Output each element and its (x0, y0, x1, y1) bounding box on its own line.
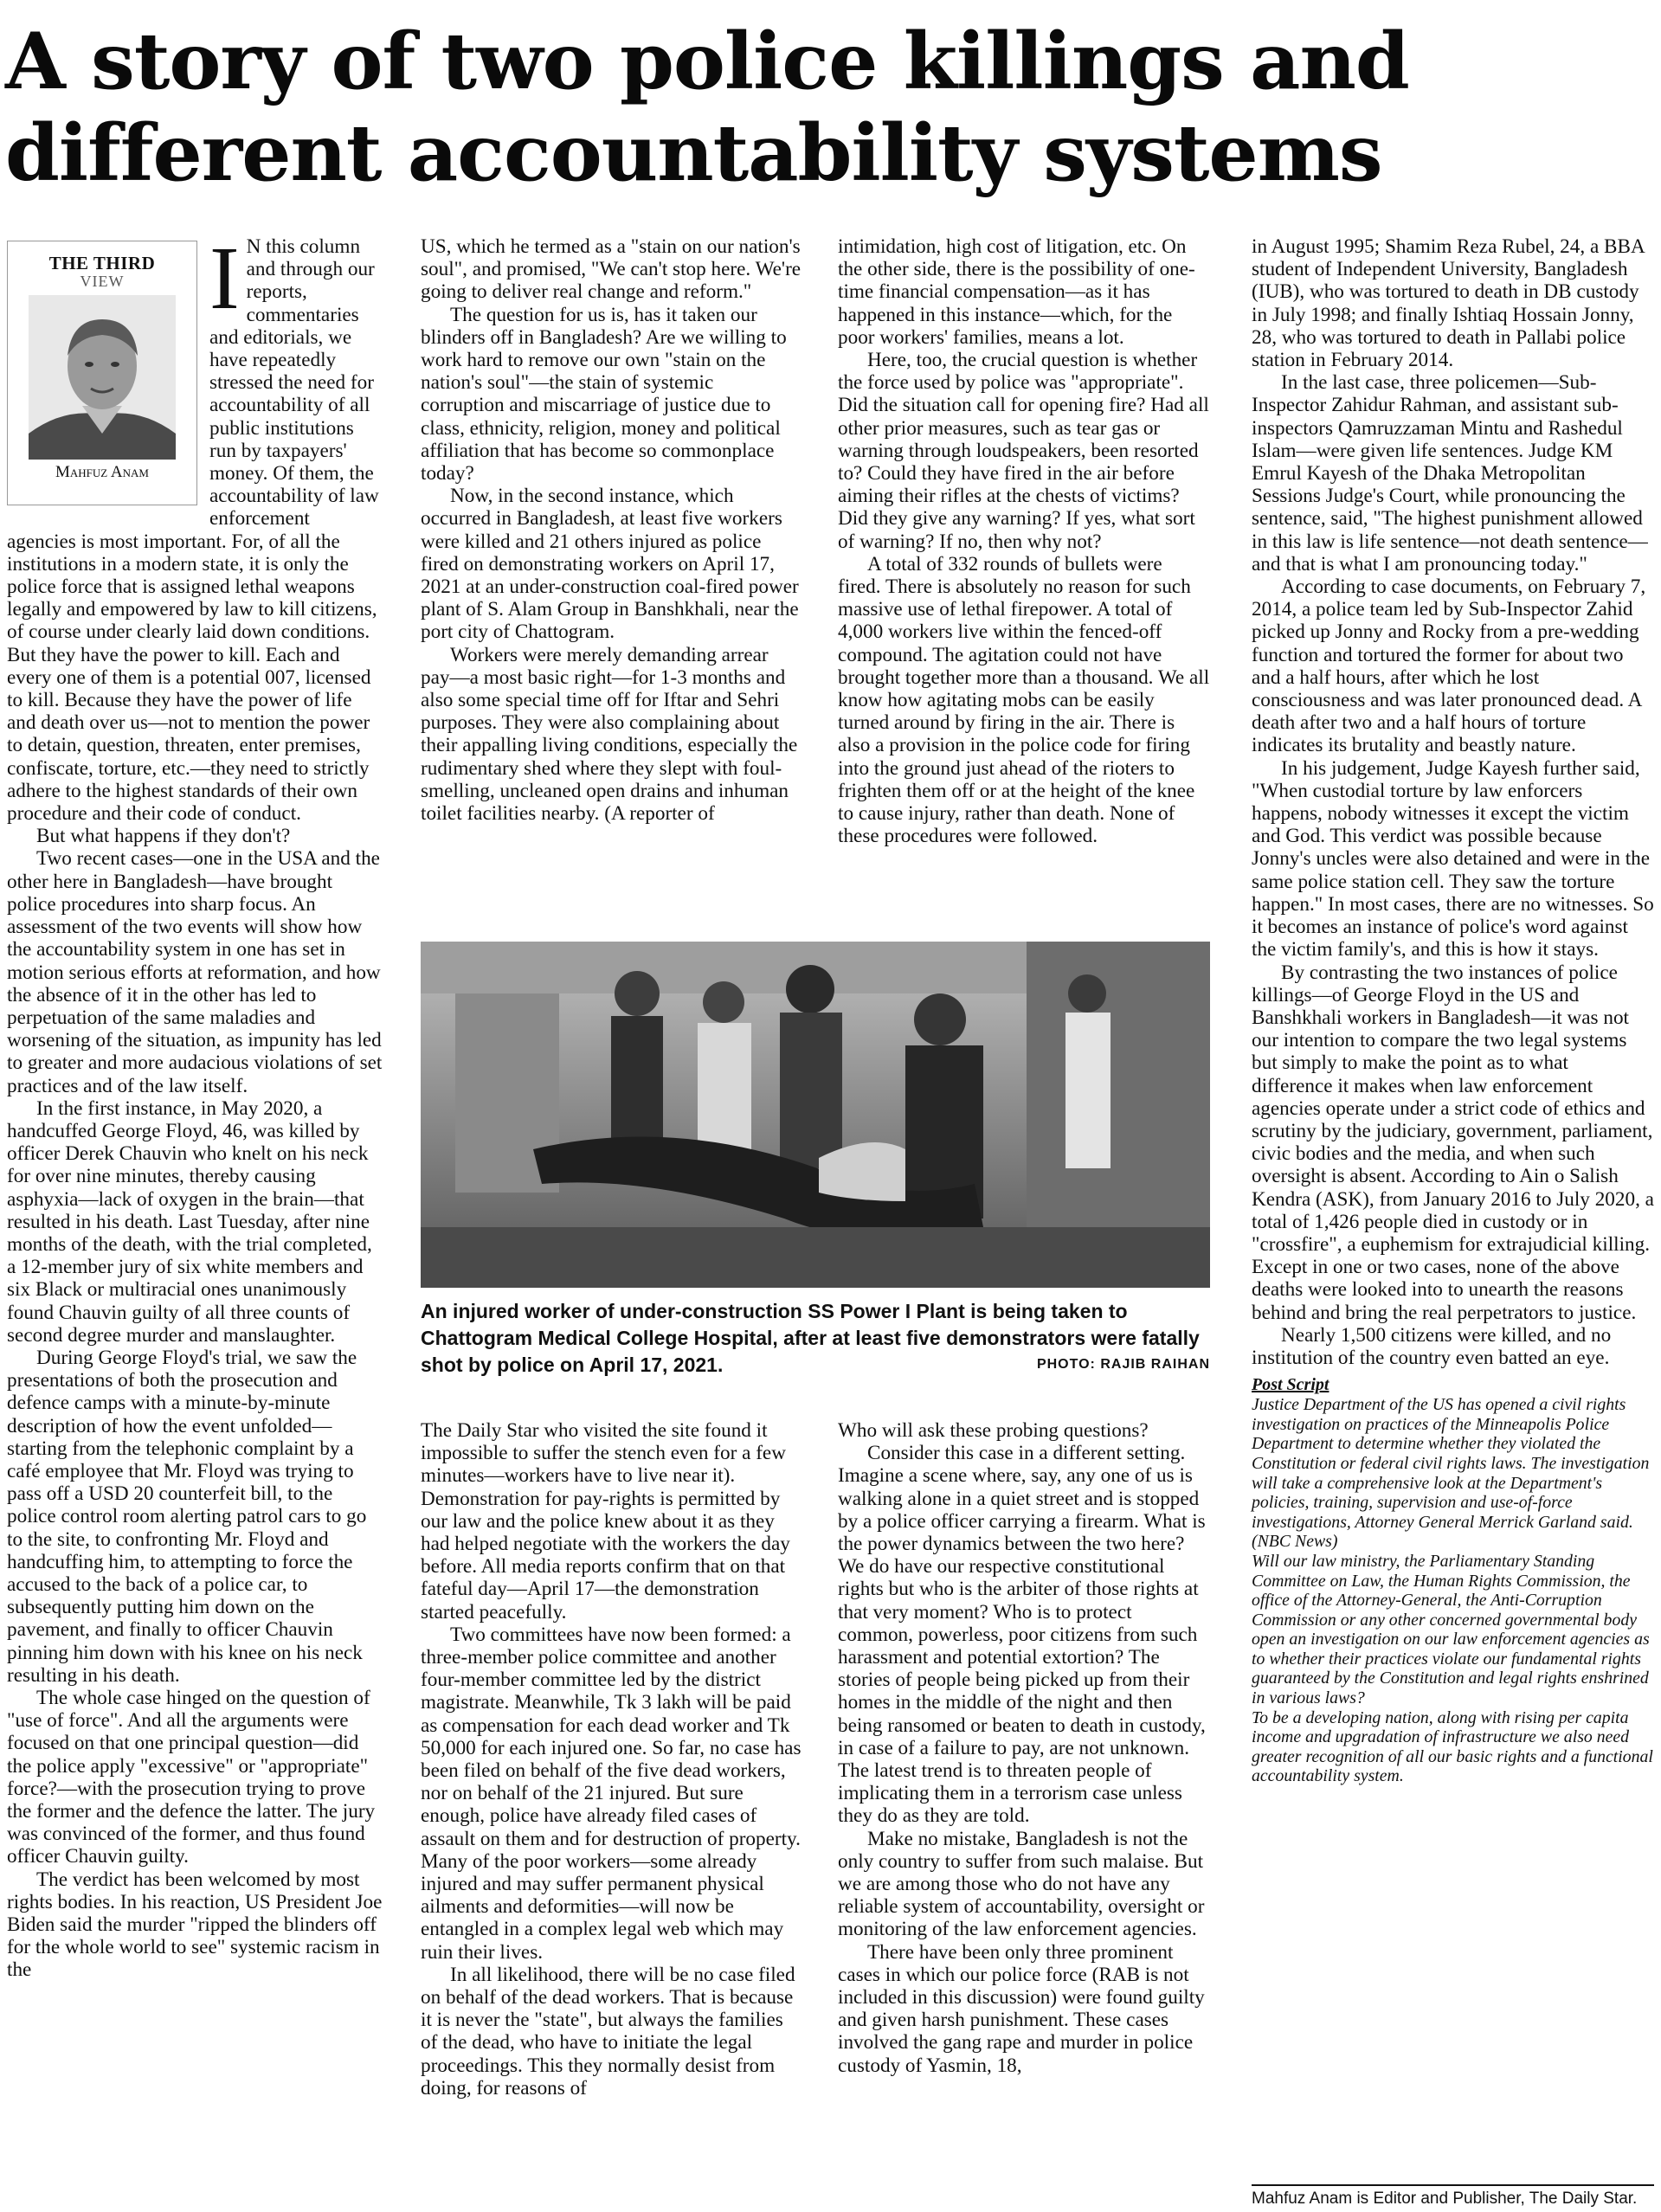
paragraph: During George Floyd's trial, we saw the presentations of both the prosecution and defence camps with a minute-by-minute description of how the event unfolded—starting from the telephonic complaint by a café employee that Mr. Floyd was trying to pass off a USD 20 counterfeit bill, to the police control room alerting patrol cars to go to the site, to confronting Mr. Floyd and handcuffing him, to attempting to force the accused to the back of a police car, to subsequently putting him down on the pavement, and finally to officer Chauvin pinning him down with his knee on his neck resulting in his death. (7, 1346, 367, 1687)
paragraph: In his judgement, Judge Kayesh further said, "When custodial torture by law enforcers happens, nobody witnesses it except the victim and God. This verdict was possible because Jonny's uncles were also detained and were in the same police station cell. They saw the torture happen." In most cases, there are no witnesses. So it becomes an instance of police's word against the victim family's, and this is how it stays. (1252, 756, 1654, 961)
article-column-3 (838, 235, 1210, 928)
paragraph: Workers were merely demanding arrear pay—a most basic right—for 1-3 months and also some special time off for Iftar and Sehri purposes. They were also complaining about their appalling living conditions, especially the rudimentary shed where they slept with foul-smelling, uncleaned open drains and inhuman toilet facilities nearby. (A reporter of (421, 643, 798, 826)
paragraph: N this column and through our reports, commentaries and editorials, we have repeatedly stressed the need for accountability of all public institutions run by taxpayers' money. Of them, the accountability of law enforcement agencies is most important. For, of all the institutions in a modern state, it is only the police force that is assigned lethal weapons legally and empowered by law to kill citizens, of course under clearly laid down conditions. But they have the power to kill. Each and every one of them is a potential 007, licensed to kill. Because they have the power of life and death over us—not to mention the power to detain, question, threaten, enter premises, confiscate, torture, etc.—they need to strictly adhere to the highest standards of their own procedure and their code of conduct. (7, 235, 379, 826)
caption-text: An injured worker of under-construction SS Power I Plant is being taken to Chattogram Medical College Hospital, after at least five demonstrators were fatally shot by police on April 17, 2021. (421, 1300, 1200, 1376)
paragraph: Two committees have now been formed: a three-member police committee and another four-member committee led by the district magistrate. Meanwhile, Tk 3 lakh will be paid as compensation for each dead worker and Tk 50,000 for each injured one. So far, no case has been filed on behalf of the five dead workers, nor on behalf of the 21 injured. But sure enough, police have already filed cases of assault on them and for destruction of property. Many of the poor workers—some already injured and may suffer permanent physical ailments and deformities—will now be entangled in a complex legal web which may ruin their lives. (421, 1623, 802, 1964)
photo-illustration (421, 942, 1210, 1288)
column-header-box (7, 241, 197, 505)
post-script-paragraph: To be a developing nation, along with rising per capita income and upgradation of infrastructure we also need greater recognition of all our basic rights and a functional accountability system. (1252, 1707, 1653, 1786)
paragraph: US, which he termed as a "stain on our nation's soul", and promised, "We can't stop here. We're going to deliver real change and reform." (421, 235, 802, 304)
bio-divider (1252, 2184, 1654, 2186)
paragraph: But what happens if they don't? (36, 825, 291, 848)
paragraph: In the first instance, in May 2020, a handcuffed George Floyd, 46, was killed by officer Derek Chauvin who knelt on his neck for over nine minutes, thereby causing asphyxia—lack of oxygen in the brain—that resulted in his death. Last Tuesday, after nine months of the death, with the trial completed, a 12-member jury of six white members and six Black or multiracial ones unanimously found Chauvin guilty of all three counts of second degree murder and manslaughter. (7, 1096, 372, 1347)
paragraph: In all likelihood, there will be no case filed on behalf of the dead workers. That is because it is never the "state", but always the families of the dead, who have to initiate the legal proceedings. This they normally desist from doing, for reasons of (421, 1963, 795, 2099)
paragraph: In the last case, three policemen—Sub-Inspector Zahidur Rahman, and assistant sub-inspectors Qamruzzaman Mintu and Rashedul Islam—were given life sentences. Judge KM Emrul Kayesh of the Dhaka Metropolitan Sessions Judge's Court, while pronouncing the sentence, said, "The highest punishment allowed in this law is life sentence—not death sentence—and that is what I am pronouncing today." (1252, 371, 1648, 576)
photo-credit: PHOTO: RAJIB RAIHAN (1036, 1357, 1210, 1372)
article-column-4 (1252, 235, 1654, 1786)
column-subtitle: VIEW (80, 273, 125, 290)
paragraph: The whole case hinged on the question of "use of force". And all the arguments were focused on that one principal question—did the police apply "excessive" or "appropriate" force?—with the prosecution trying to prove the former and the defence the latter. The jury was convinced of the former, and thus found officer Chauvin guilty. (7, 1687, 376, 1868)
author-bio: Mahfuz Anam is Editor and Publisher, The Daily Star. (1252, 2189, 1638, 2208)
column-name: THE THIRD (48, 253, 156, 273)
paragraph: Nearly 1,500 citizens were killed, and no institution of the country even batted an eye. (1252, 1323, 1612, 1369)
article-column-2-lower (421, 1419, 802, 2099)
author-name: Mahfuz Anam (55, 463, 149, 481)
post-script-title: Post Script (1252, 1375, 1329, 1395)
paragraph: Who will ask these probing questions? (838, 1419, 1149, 1442)
article-column-3-lower (838, 1419, 1210, 2077)
post-script-paragraph: Justice Department of the US has opened a civil rights investigation on practices of the Minneapolis Police Department to determine whether they violated the Constitution or federal civil rights laws. The investigation will take a comprehensive look at the Department's policies, training, supervision and use-of-force investigations, Attorney General Merrick Garland said. (NBC News) (1252, 1395, 1650, 1552)
paragraph: A total of 332 rounds of bullets were fired. There is absolutely no reason for such massive use of lethal firepower. A total of 4,000 workers live within the fenced-off compound. The agitation could not have brought together more than a thousand. We all know how agitating mobs can be easily turned around by firing in the air. There is also a provision in the police code for firing into the ground just ahead of the rioters to frighten them off or at the height of the knee to cause injury, rather than death. None of these procedures were followed. (838, 552, 1210, 848)
paragraph: The verdict has been welcomed by most rights bodies. In his reaction, US President Joe Biden said the murder "ripped the blinders off for the whole world to see" systemic racism in the (7, 1868, 383, 1982)
paragraph: in August 1995; Shamim Reza Rubel, 24, a BBA student of Independent University, Bangladesh (IUB), who was tortured to death in DB custody in July 1998; and finally Ishtiaq Hossain Jonny, 28, who was tortured to death in Pallabi police station in February 2014. (1252, 235, 1645, 372)
headline: A story of two police killings and different accountability systems (5, 16, 1409, 199)
paragraph: The question for us is, has it taken our blinders off in Bangladesh? Are we willing to work hard to remove our own "stain on the nation's soul"—the stain of systemic corruption and miscarriage of justice due to class, ethnicity, religion, money and political affiliation that has become so commonplace today? (421, 303, 787, 485)
paragraph: Here, too, the crucial question is whether the force used by police was "appropriate". Did the situation call for opening fire? Had all other prior measures, such as tear gas or warning through loudspeakers, been resorted to? Could they have fired in the air before aiming their rifles at the chests of victims? Did they give any warning? If yes, what sort of warning? If no, then why not? (838, 349, 1209, 553)
drop-cap: I (209, 228, 240, 328)
photo-caption (421, 1298, 1210, 1379)
paragraph: There have been only three prominent cases in which our police force (RAB is not included in this discussion) were found guilty and given harsh punishment. These cases involved the gang rape and murder in police custody of Yasmin, 18, (838, 1940, 1205, 2077)
paragraph: Make no mistake, Bangladesh is not the only country to suffer from such malaise. But we are among those who do not have any reliable system of accountability, oversight or monitoring of the law enforcement agencies. (838, 1827, 1205, 1941)
paragraph: According to case documents, on February 7, 2014, a police team led by Sub-Inspector Zahid picked up Jonny and Rocky from a pre-wedding function and tortured the former for about two and a half hours, after which he lost consciousness and was later pronounced dead. A death after two and a half hours of torture indicates its brutality and beastly nature. (1252, 576, 1646, 757)
author-portrait (29, 295, 176, 460)
post-script-paragraph: Will our law ministry, the Parliamentary Standing Committee on Law, the Human Rights Commission, the office of the Attorney-General, the Anti-Corruption Commission or any other concerned governmental body open an investigation on our law enforcement agencies as to whether their practices violate our fundamental rights guaranteed by the Constitution and legal rights enshrined in various laws? (1252, 1551, 1650, 1708)
paragraph: Two recent cases—one in the USA and the other here in Bangladesh—have brought police procedures into sharp focus. An assessment of the two events will show how the accountability system in one has set in motion serious efforts at reformation, and how the absence of it in the other has led to perpetuation of the same maladies and worsening of the situation, as impunity has led to greater and more audacious violations of set practices and of the law itself. (7, 847, 383, 1097)
paragraph: Now, in the second instance, which occurred in Bangladesh, at least five workers were killed and 21 others injured as police fired on demonstrating workers on April 17, 2021 at an under-construction coal-fired power plant of S. Alam Group in Banshkhali, near the port city of Chattogram. (421, 485, 799, 644)
paragraph: The Daily Star who visited the site found it impossible to suffer the stench even for a few minutes—workers have to live near it). Demonstration for pay-rights is permitted by our law and the police knew about it as they had helped negotiate with the workers the day before. All media reports confirm that on that fateful day—April 17—the demonstration started peacefully. (421, 1419, 790, 1624)
paragraph: intimidation, high cost of litigation, etc. On the other side, there is the possibility of one-time financial compensation—as it has happened in this instance—which, for the poor workers' families, means a lot. (838, 235, 1195, 349)
paragraph: By contrasting the two instances of police killings—of George Floyd in the US and Banshkhali workers in Bangladesh—it was not our intention to compare the two legal systems but simply to make the point as to what difference it makes when law enforcement agencies operate under a strict code of ethics and scrutiny by the judiciary, government, parliament, civic bodies and the media, and when such oversight is absent. According to Ain o Salish Kendra (ASK), from January 2016 to July 2020, a total of 1,426 people died in custody or in "crossfire", a euphemism for extrajudicial killing. Except in one or two cases, none of the above deaths were looked into to unearth the reasons behind and bring the real perpetrators to justice. (1252, 961, 1654, 1324)
article-column-1 (7, 228, 383, 1982)
news-photo (421, 942, 1210, 1288)
paragraph: Consider this case in a different setting. Imagine a scene where, say, any one of us is walking alone in a quiet street and is stopped by a police officer carrying a firearm. What is the power dynamics between the two here? We do have our respective constitutional rights but who is the arbiter of those rights at that very moment? Who is to protect common, powerless, poor citizens from such harassment and potential extortion? The stories of people being picked up from their homes in the middle of the night and then being ransomed or beaten to death in custody, in case of a failure to pay, are not unknown. The latest trend is to threaten people of implicating them in a terrorism case unless they do as they are told. (838, 1442, 1206, 1828)
article-column-2 (421, 235, 802, 928)
